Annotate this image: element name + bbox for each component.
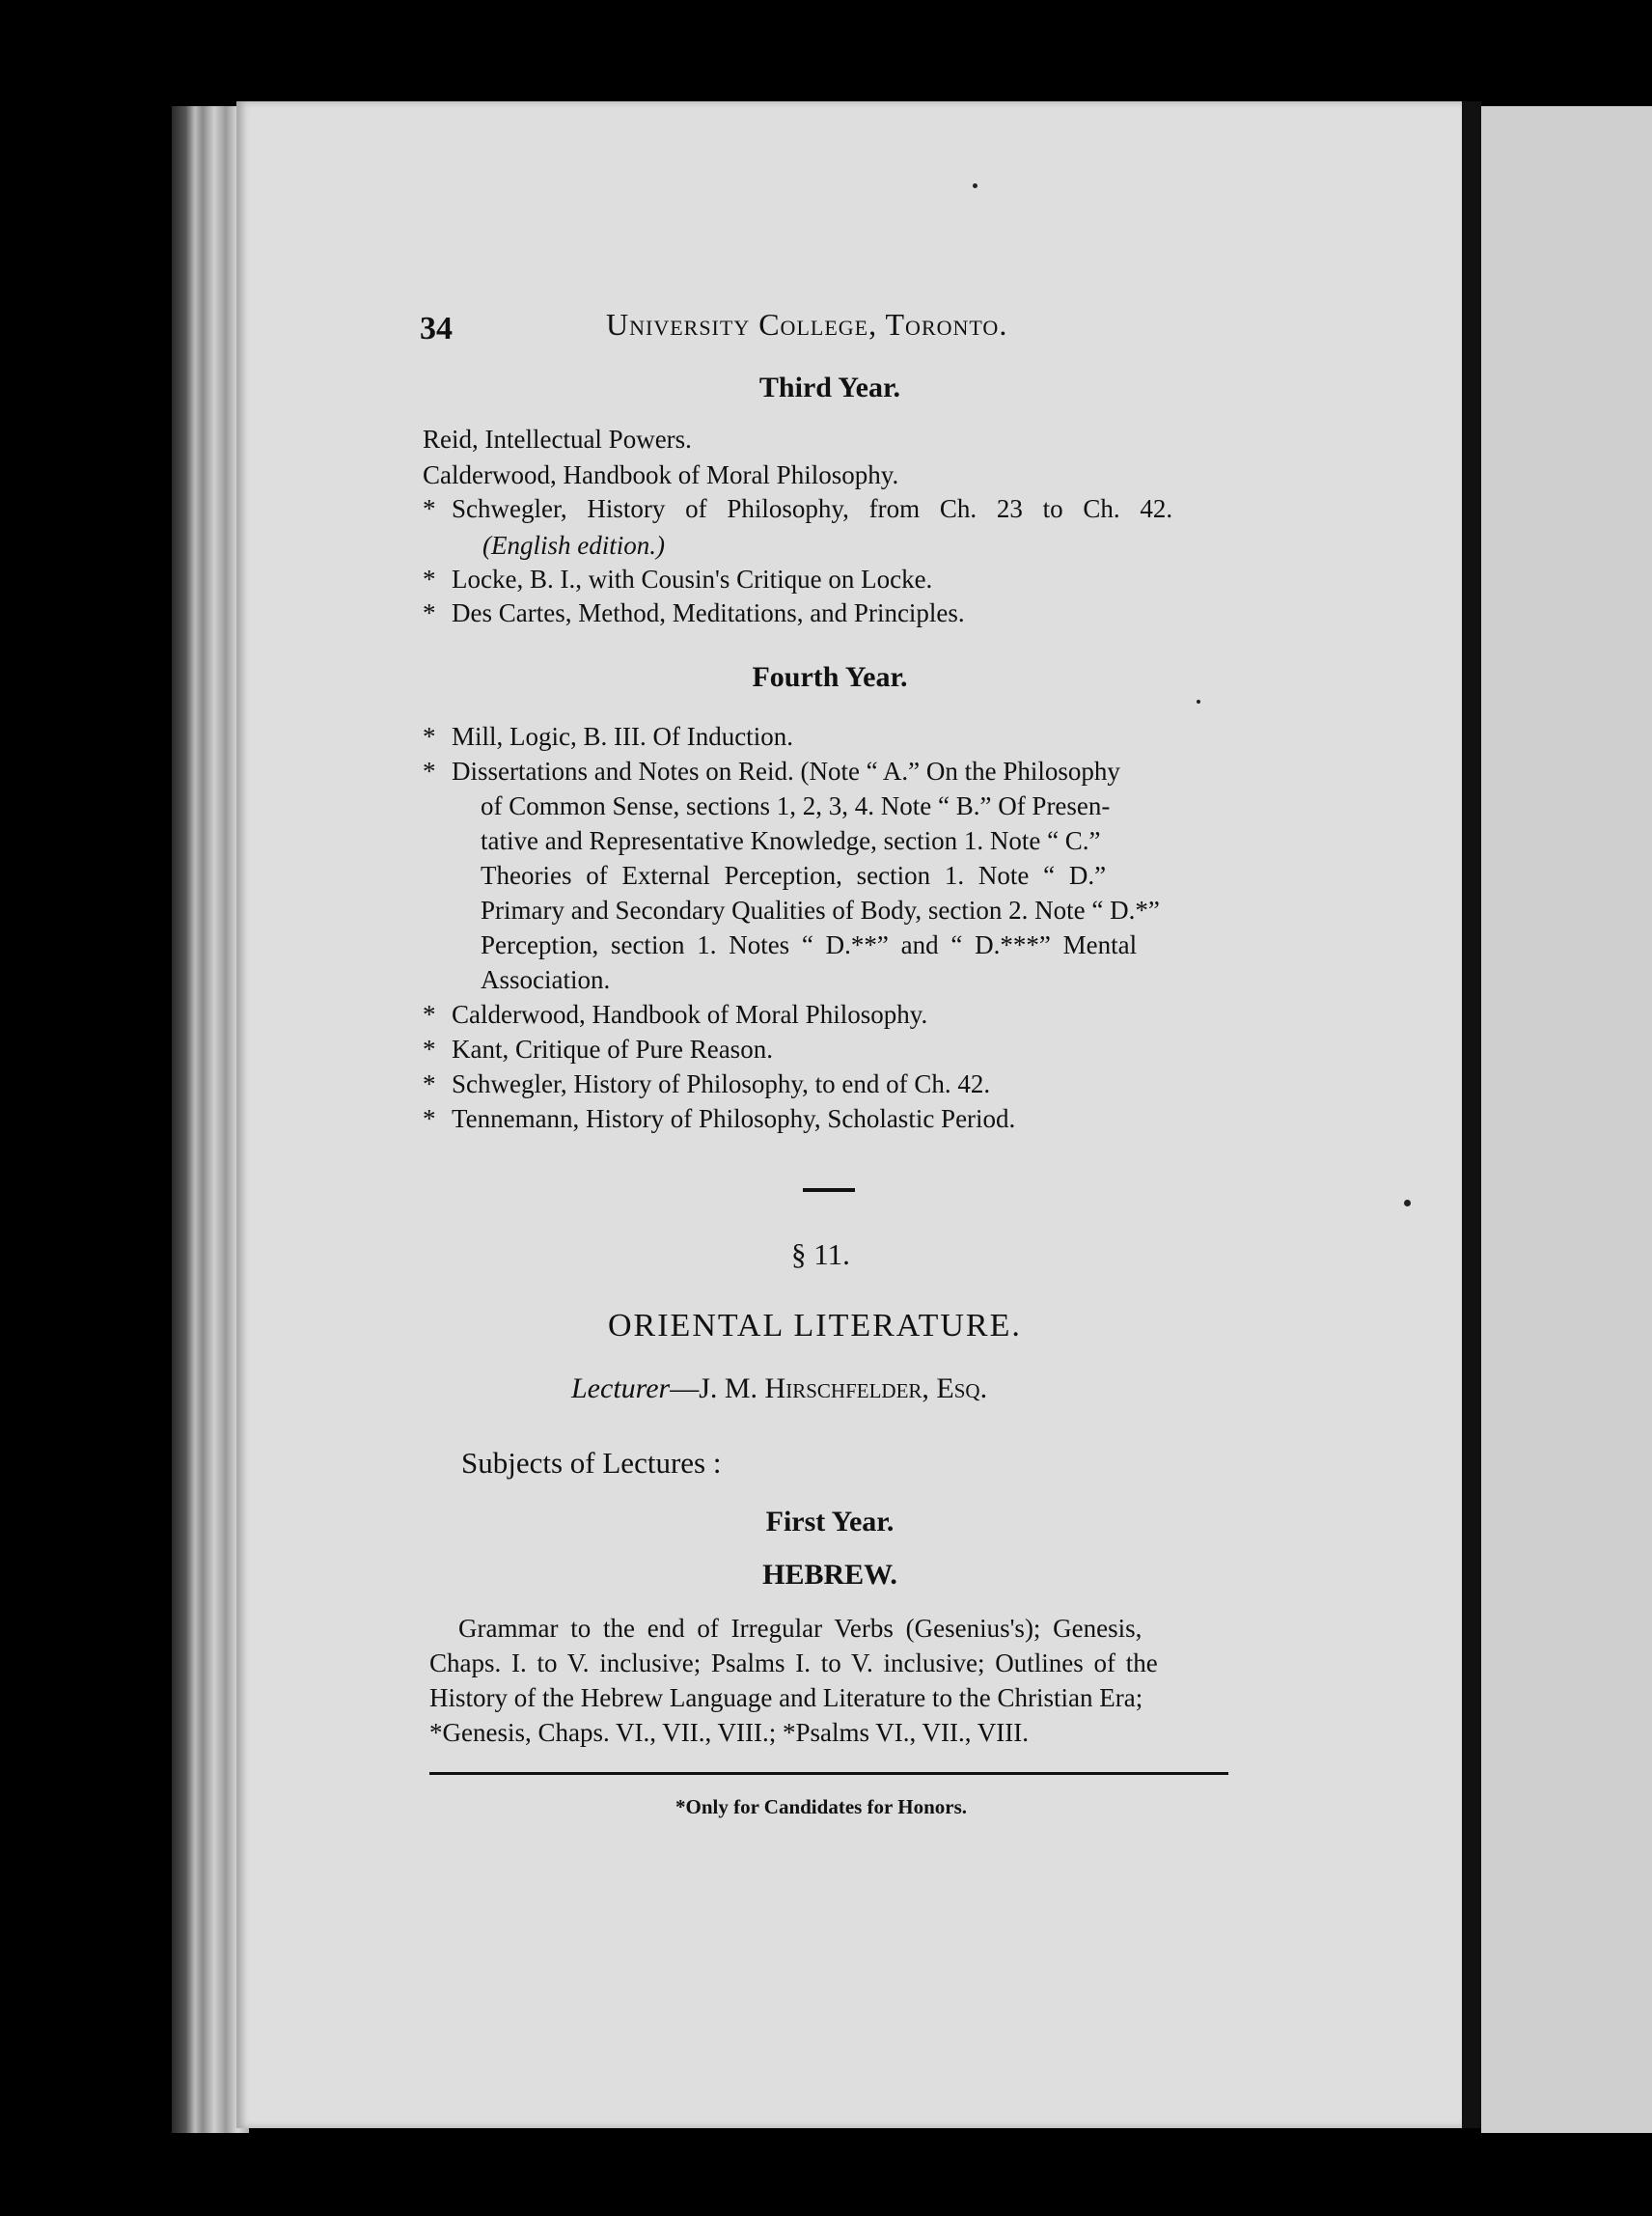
list-item: tative and Representative Knowledge, section 1. Note “ C.”: [481, 826, 1101, 855]
list-item: * Schwegler, History of Philosophy, from Ch. 23 to Ch. 42.: [423, 494, 1173, 523]
paragraph-line: Grammar to the end of Irregular Verbs (Gesenius's); Genesis,: [458, 1614, 1143, 1643]
page-number: 34: [420, 311, 453, 346]
section-number: § 11.: [791, 1237, 850, 1271]
section-divider: [803, 1188, 855, 1192]
third-year-heading: Third Year.: [758, 372, 901, 403]
speck: [1404, 1200, 1411, 1206]
list-item: Reid, Intellectual Powers.: [423, 425, 692, 454]
list-item: * Mill, Logic, B. III. Of Induction.: [423, 722, 793, 751]
paragraph-line: History of the Hebrew Language and Literature to the Christian Era;: [429, 1683, 1143, 1712]
running-title: University College, Toronto.: [606, 307, 1008, 342]
list-item: * Calderwood, Handbook of Moral Philosophy.: [423, 1000, 928, 1029]
footnote-rule: [429, 1772, 1228, 1775]
list-item: (English edition.): [482, 531, 665, 560]
paragraph-line: *Genesis, Chaps. VI., VII., VIII.; *Psalms VI., VII., VIII.: [429, 1718, 1029, 1747]
first-year-heading: First Year.: [765, 1506, 895, 1537]
list-item: * Des Cartes, Method, Meditations, and Principles.: [423, 598, 965, 627]
speck: [973, 183, 977, 188]
footnote: *Only for Candidates for Honors.: [675, 1795, 967, 1818]
speck: [1197, 700, 1200, 704]
lecturer-line: Lecturer—J. M. Hirschfelder, Esq.: [571, 1372, 988, 1404]
list-item: * Kant, Critique of Pure Reason.: [423, 1035, 773, 1064]
paragraph-line: Chaps. I. to V. inclusive; Psalms I. to V. inclusive; Outlines of the: [429, 1648, 1158, 1677]
list-item: * Schwegler, History of Philosophy, to end of Ch. 42.: [423, 1069, 991, 1098]
list-item: Theories of External Perception, section 1. Note “ D.”: [481, 861, 1107, 890]
list-item: * Locke, B. I., with Cousin's Critique on Locke.: [423, 565, 933, 594]
gutter: [1462, 101, 1481, 2128]
list-item: Perception, section 1. Notes “ D.**” and “ D.***” Mental: [481, 930, 1138, 959]
list-item: of Common Sense, sections 1, 2, 3, 4. Note “ B.” Of Presen-: [481, 791, 1111, 820]
fourth-year-heading: Fourth Year.: [752, 661, 908, 693]
list-item: Calderwood, Handbook of Moral Philosophy.: [423, 460, 899, 489]
facing-page: [1481, 106, 1652, 2133]
list-item: * Dissertations and Notes on Reid. (Note “ A.” On the Philosophy: [423, 757, 1120, 786]
subjects-label: Subjects of Lectures :: [461, 1446, 722, 1480]
hebrew-heading: HEBREW.: [762, 1559, 897, 1591]
section-title: ORIENTAL LITERATURE.: [608, 1308, 1022, 1343]
list-item: Primary and Secondary Qualities of Body, section 2. Note “ D.*”: [481, 896, 1160, 925]
list-item: * Tennemann, History of Philosophy, Scholastic Period.: [423, 1104, 1016, 1133]
list-item: Association.: [481, 965, 611, 994]
